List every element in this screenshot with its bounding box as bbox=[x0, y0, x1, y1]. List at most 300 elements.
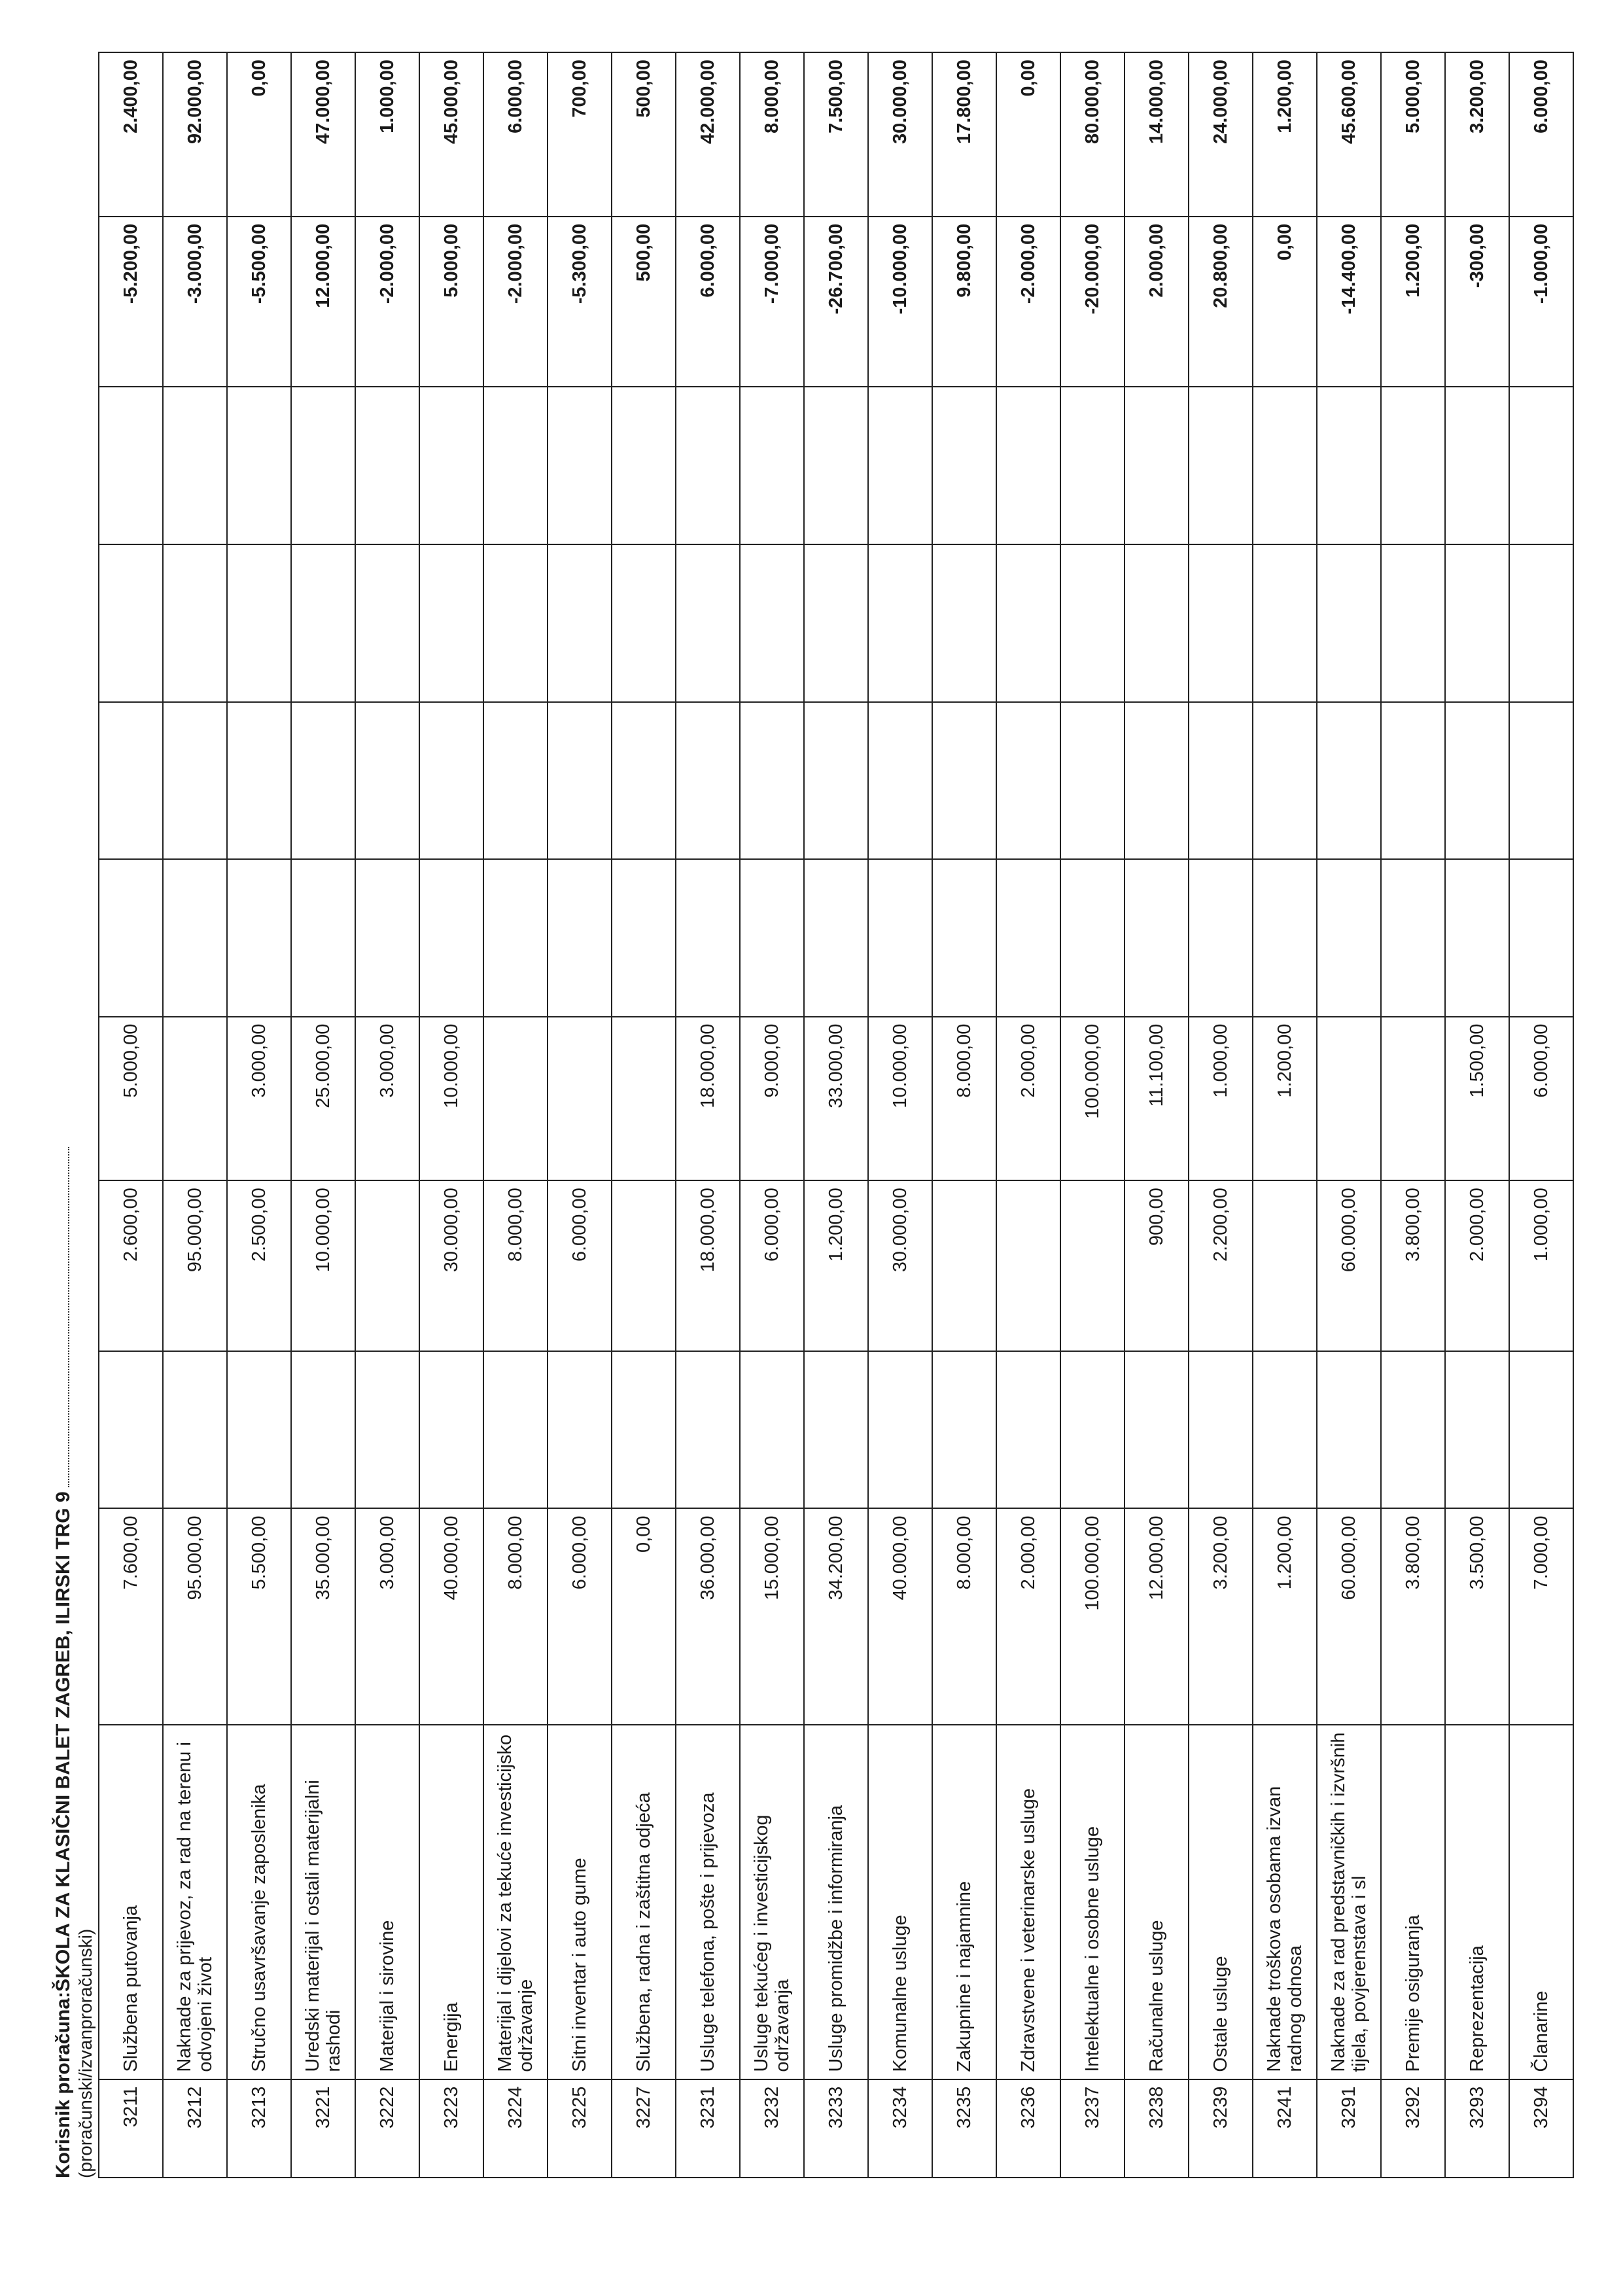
source-column-7-cell bbox=[99, 702, 163, 860]
change-amount-cell: 2.000,00 bbox=[1125, 217, 1189, 387]
source-column-8-cell bbox=[99, 544, 163, 702]
change-amount-cell: -14.400,00 bbox=[1317, 217, 1381, 387]
source-column-9-cell bbox=[419, 387, 483, 544]
table-row bbox=[99, 52, 163, 2178]
source-column-7-cell bbox=[227, 702, 291, 860]
change-amount-cell: -1.000,00 bbox=[1509, 217, 1573, 387]
source-column-5-cell: 10.000,00 bbox=[419, 1017, 483, 1181]
source-column-8-cell bbox=[1253, 544, 1317, 702]
source-column-6-cell bbox=[548, 859, 612, 1017]
table-row bbox=[932, 52, 996, 2178]
source-column-4-cell: 30.000,00 bbox=[419, 1180, 483, 1351]
source-column-5-cell: 25.000,00 bbox=[291, 1017, 355, 1181]
source-column-6-cell bbox=[740, 859, 804, 1017]
account-number-cell: 3241 bbox=[1253, 2079, 1317, 2178]
account-number-cell: 3222 bbox=[355, 2079, 419, 2178]
source-column-3-cell bbox=[1189, 1351, 1253, 1509]
source-column-3-cell bbox=[483, 1351, 548, 1509]
source-column-3-cell bbox=[1317, 1351, 1381, 1509]
source-column-4-cell: 2.000,00 bbox=[1445, 1180, 1509, 1351]
source-column-3-cell bbox=[996, 1351, 1060, 1509]
source-column-9-cell bbox=[1125, 387, 1189, 544]
change-amount-cell: 9.800,00 bbox=[932, 217, 996, 387]
account-number-cell: 3292 bbox=[1381, 2079, 1445, 2178]
source-column-8-cell bbox=[612, 544, 676, 702]
plan-amount-cell: 8.000,00 bbox=[483, 1509, 548, 1725]
source-column-6-cell bbox=[1125, 859, 1189, 1017]
source-column-5-cell: 5.000,00 bbox=[99, 1017, 163, 1181]
source-column-4-cell: 1.200,00 bbox=[804, 1180, 868, 1351]
budget-user-line bbox=[52, 804, 75, 2178]
plan-amount-cell: 95.000,00 bbox=[163, 1509, 227, 1725]
source-column-7-cell bbox=[612, 702, 676, 860]
account-description-cell: Materijal i sirovine bbox=[355, 1725, 419, 2079]
change-amount-cell: -2.000,00 bbox=[996, 217, 1060, 387]
table-row bbox=[1125, 52, 1189, 2178]
source-column-7-cell bbox=[1317, 702, 1381, 860]
account-number-cell: 3234 bbox=[868, 2079, 932, 2178]
source-column-6-cell bbox=[612, 859, 676, 1017]
source-column-3-cell bbox=[419, 1351, 483, 1509]
table-row bbox=[1381, 52, 1445, 2178]
source-column-4-cell: 95.000,00 bbox=[163, 1180, 227, 1351]
source-column-7-cell bbox=[1060, 702, 1125, 860]
source-column-3-cell bbox=[740, 1351, 804, 1509]
plan-amount-cell: 3.500,00 bbox=[1445, 1509, 1509, 1725]
account-description-cell: Sitni inventar i auto gume bbox=[548, 1725, 612, 2079]
account-description-cell: Ostale usluge bbox=[1189, 1725, 1253, 2079]
new-plan-total-cell: 30.000,00 bbox=[868, 52, 932, 217]
account-description-cell: Službena putovanja bbox=[99, 1725, 163, 2079]
table-row bbox=[419, 52, 483, 2178]
new-plan-total-cell: 92.000,00 bbox=[163, 52, 227, 217]
source-column-3-cell bbox=[868, 1351, 932, 1509]
source-column-7-cell bbox=[932, 702, 996, 860]
source-column-5-cell bbox=[548, 1017, 612, 1181]
source-column-7-cell bbox=[1381, 702, 1445, 860]
source-column-4-cell: 2.600,00 bbox=[99, 1180, 163, 1351]
source-column-8-cell bbox=[932, 544, 996, 702]
table-row bbox=[291, 52, 355, 2178]
plan-amount-cell: 5.500,00 bbox=[227, 1509, 291, 1725]
source-column-5-cell: 3.000,00 bbox=[227, 1017, 291, 1181]
table-row bbox=[868, 52, 932, 2178]
plan-amount-cell: 1.200,00 bbox=[1253, 1509, 1317, 1725]
source-column-6-cell bbox=[932, 859, 996, 1017]
source-column-6-cell bbox=[1060, 859, 1125, 1017]
new-plan-total-cell: 14.000,00 bbox=[1125, 52, 1189, 217]
new-plan-total-cell: 42.000,00 bbox=[676, 52, 740, 217]
plan-amount-cell: 40.000,00 bbox=[868, 1509, 932, 1725]
source-column-7-cell bbox=[548, 702, 612, 860]
source-column-8-cell bbox=[163, 544, 227, 702]
source-column-4-cell: 1.000,00 bbox=[1509, 1180, 1573, 1351]
new-plan-total-cell: 6.000,00 bbox=[1509, 52, 1573, 217]
table-row bbox=[227, 52, 291, 2178]
account-number-cell: 3221 bbox=[291, 2079, 355, 2178]
source-column-8-cell bbox=[1381, 544, 1445, 702]
change-amount-cell: 500,00 bbox=[612, 217, 676, 387]
account-number-cell: 3232 bbox=[740, 2079, 804, 2178]
account-description-cell: Zdravstvene i veterinarske usluge bbox=[996, 1725, 1060, 2079]
source-column-6-cell bbox=[1189, 859, 1253, 1017]
source-column-3-cell bbox=[1253, 1351, 1317, 1509]
source-column-4-cell bbox=[932, 1180, 996, 1351]
source-column-8-cell bbox=[419, 544, 483, 702]
account-description-cell: Intelektualne i osobne usluge bbox=[1060, 1725, 1125, 2079]
source-column-7-cell bbox=[676, 702, 740, 860]
account-description-cell: Naknade za rad predstavničkih i izvršnih tijela, povjerenstava i sl bbox=[1317, 1725, 1381, 2079]
source-column-7-cell bbox=[868, 702, 932, 860]
source-column-8-cell bbox=[1445, 544, 1509, 702]
plan-amount-cell: 60.000,00 bbox=[1317, 1509, 1381, 1725]
source-column-3-cell bbox=[1509, 1351, 1573, 1509]
new-plan-total-cell: 0,00 bbox=[227, 52, 291, 217]
table-row bbox=[676, 52, 740, 2178]
source-column-7-cell bbox=[1509, 702, 1573, 860]
source-column-6-cell bbox=[355, 859, 419, 1017]
source-column-4-cell: 60.000,00 bbox=[1317, 1180, 1381, 1351]
source-column-9-cell bbox=[1445, 387, 1509, 544]
plan-amount-cell: 3.800,00 bbox=[1381, 1509, 1445, 1725]
account-description-cell: Naknade za prijevoz, za rad na terenu i odvojeni život bbox=[163, 1725, 227, 2079]
source-column-4-cell: 18.000,00 bbox=[676, 1180, 740, 1351]
source-column-8-cell bbox=[355, 544, 419, 702]
account-description-cell: Materijal i dijelovi za tekuće investicijsko održavanje bbox=[483, 1725, 548, 2079]
plan-amount-cell: 15.000,00 bbox=[740, 1509, 804, 1725]
source-column-9-cell bbox=[612, 387, 676, 544]
account-number-cell: 3239 bbox=[1189, 2079, 1253, 2178]
source-column-6-cell bbox=[1317, 859, 1381, 1017]
account-description-cell: Premije osiguranja bbox=[1381, 1725, 1445, 2079]
source-column-9-cell bbox=[740, 387, 804, 544]
change-amount-cell: 20.800,00 bbox=[1189, 217, 1253, 387]
source-column-6-cell bbox=[99, 859, 163, 1017]
account-number-cell: 3211 bbox=[99, 2079, 163, 2178]
change-amount-cell: -5.500,00 bbox=[227, 217, 291, 387]
account-description-cell: Računalne usluge bbox=[1125, 1725, 1189, 2079]
new-plan-total-cell: 3.200,00 bbox=[1445, 52, 1509, 217]
source-column-8-cell bbox=[291, 544, 355, 702]
change-amount-cell: 5.000,00 bbox=[419, 217, 483, 387]
new-plan-total-cell: 7.500,00 bbox=[804, 52, 868, 217]
source-column-5-cell bbox=[1317, 1017, 1381, 1181]
source-column-6-cell bbox=[996, 859, 1060, 1017]
source-column-3-cell bbox=[227, 1351, 291, 1509]
source-column-4-cell: 30.000,00 bbox=[868, 1180, 932, 1351]
source-column-5-cell: 1.500,00 bbox=[1445, 1017, 1509, 1181]
account-description-cell: Zakupnine i najamnine bbox=[932, 1725, 996, 2079]
source-column-8-cell bbox=[1060, 544, 1125, 702]
new-plan-total-cell: 6.000,00 bbox=[483, 52, 548, 217]
account-number-cell: 3236 bbox=[996, 2079, 1060, 2178]
account-description-cell: Naknade troškova osobama izvan radnog odnosa bbox=[1253, 1725, 1317, 2079]
new-plan-total-cell: 47.000,00 bbox=[291, 52, 355, 217]
source-column-4-cell bbox=[1253, 1180, 1317, 1351]
table-row bbox=[612, 52, 676, 2178]
source-column-6-cell bbox=[868, 859, 932, 1017]
source-column-9-cell bbox=[163, 387, 227, 544]
plan-amount-cell: 6.000,00 bbox=[548, 1509, 612, 1725]
source-column-8-cell bbox=[676, 544, 740, 702]
table-row bbox=[1445, 52, 1509, 2178]
source-column-4-cell: 900,00 bbox=[1125, 1180, 1189, 1351]
change-amount-cell: -20.000,00 bbox=[1060, 217, 1125, 387]
new-plan-total-cell: 45.000,00 bbox=[419, 52, 483, 217]
account-description-cell: Usluge tekućeg i investicijskog održavanja bbox=[740, 1725, 804, 2079]
new-plan-total-cell: 500,00 bbox=[612, 52, 676, 217]
source-column-7-cell bbox=[996, 702, 1060, 860]
plan-amount-cell: 8.000,00 bbox=[932, 1509, 996, 1725]
source-column-4-cell bbox=[1060, 1180, 1125, 1351]
account-number-cell: 3238 bbox=[1125, 2079, 1189, 2178]
source-column-4-cell: 3.800,00 bbox=[1381, 1180, 1445, 1351]
source-column-5-cell: 9.000,00 bbox=[740, 1017, 804, 1181]
source-column-4-cell: 6.000,00 bbox=[548, 1180, 612, 1351]
source-column-4-cell: 10.000,00 bbox=[291, 1180, 355, 1351]
source-column-5-cell: 8.000,00 bbox=[932, 1017, 996, 1181]
account-number-cell: 3224 bbox=[483, 2079, 548, 2178]
source-column-3-cell bbox=[804, 1351, 868, 1509]
plan-amount-cell: 3.200,00 bbox=[1189, 1509, 1253, 1725]
table-row bbox=[740, 52, 804, 2178]
table-row bbox=[483, 52, 548, 2178]
source-column-7-cell bbox=[291, 702, 355, 860]
plan-amount-cell: 2.000,00 bbox=[996, 1509, 1060, 1725]
budget-user-label: Korisnik proračuna:ŠKOLA ZA KLASIČNI BALET ZAGREB, ILIRSKI TRG 9 bbox=[52, 1491, 74, 2178]
plan-amount-cell: 100.000,00 bbox=[1060, 1509, 1125, 1725]
source-column-5-cell: 33.000,00 bbox=[804, 1017, 868, 1181]
source-column-4-cell: 8.000,00 bbox=[483, 1180, 548, 1351]
source-column-5-cell: 100.000,00 bbox=[1060, 1017, 1125, 1181]
source-column-9-cell bbox=[676, 387, 740, 544]
change-amount-cell: -10.000,00 bbox=[868, 217, 932, 387]
budget-user-subtitle: (proračunski/izvanproračunski) bbox=[75, 1928, 96, 2178]
plan-amount-cell: 0,00 bbox=[612, 1509, 676, 1725]
source-column-8-cell bbox=[227, 544, 291, 702]
account-description-cell: Reprezentacija bbox=[1445, 1725, 1509, 2079]
source-column-9-cell bbox=[868, 387, 932, 544]
account-description-cell: Energija bbox=[419, 1725, 483, 2079]
new-plan-total-cell: 1.200,00 bbox=[1253, 52, 1317, 217]
source-column-3-cell bbox=[99, 1351, 163, 1509]
table-row bbox=[1060, 52, 1125, 2178]
source-column-8-cell bbox=[1317, 544, 1381, 702]
change-amount-cell: -2.000,00 bbox=[355, 217, 419, 387]
source-column-6-cell bbox=[1253, 859, 1317, 1017]
source-column-9-cell bbox=[1253, 387, 1317, 544]
source-column-4-cell: 2.200,00 bbox=[1189, 1180, 1253, 1351]
table-row bbox=[1509, 52, 1573, 2178]
plan-amount-cell: 36.000,00 bbox=[676, 1509, 740, 1725]
source-column-9-cell bbox=[548, 387, 612, 544]
account-description-cell: Stručno usavršavanje zaposlenika bbox=[227, 1725, 291, 2079]
account-number-cell: 3223 bbox=[419, 2079, 483, 2178]
source-column-9-cell bbox=[227, 387, 291, 544]
account-number-cell: 3291 bbox=[1317, 2079, 1381, 2178]
source-column-5-cell bbox=[1381, 1017, 1445, 1181]
document-header bbox=[52, 804, 97, 2178]
source-column-8-cell bbox=[868, 544, 932, 702]
new-plan-total-cell: 80.000,00 bbox=[1060, 52, 1125, 217]
source-column-9-cell bbox=[996, 387, 1060, 544]
source-column-9-cell bbox=[1317, 387, 1381, 544]
account-description-cell: Komunalne usluge bbox=[868, 1725, 932, 2079]
source-column-4-cell bbox=[996, 1180, 1060, 1351]
account-number-cell: 3237 bbox=[1060, 2079, 1125, 2178]
table-row bbox=[804, 52, 868, 2178]
table-row bbox=[355, 52, 419, 2178]
account-description-cell: Članarine bbox=[1509, 1725, 1573, 2079]
source-column-8-cell bbox=[996, 544, 1060, 702]
source-column-4-cell: 2.500,00 bbox=[227, 1180, 291, 1351]
account-number-cell: 3213 bbox=[227, 2079, 291, 2178]
account-number-cell: 3231 bbox=[676, 2079, 740, 2178]
source-column-6-cell bbox=[419, 859, 483, 1017]
plan-amount-cell: 12.000,00 bbox=[1125, 1509, 1189, 1725]
source-column-5-cell: 2.000,00 bbox=[996, 1017, 1060, 1181]
source-column-8-cell bbox=[740, 544, 804, 702]
source-column-7-cell bbox=[163, 702, 227, 860]
source-column-3-cell bbox=[1125, 1351, 1189, 1509]
dotted-fill-line bbox=[54, 1147, 69, 1487]
source-column-8-cell bbox=[804, 544, 868, 702]
account-number-cell: 3294 bbox=[1509, 2079, 1573, 2178]
change-amount-cell: -300,00 bbox=[1445, 217, 1509, 387]
source-column-9-cell bbox=[804, 387, 868, 544]
change-amount-cell: -5.200,00 bbox=[99, 217, 163, 387]
source-column-5-cell: 1.200,00 bbox=[1253, 1017, 1317, 1181]
table-row bbox=[1253, 52, 1317, 2178]
source-column-6-cell bbox=[1509, 859, 1573, 1017]
source-column-5-cell: 11.100,00 bbox=[1125, 1017, 1189, 1181]
change-amount-cell: -3.000,00 bbox=[163, 217, 227, 387]
source-column-3-cell bbox=[932, 1351, 996, 1509]
table-row bbox=[996, 52, 1060, 2178]
source-column-7-cell bbox=[1253, 702, 1317, 860]
source-column-8-cell bbox=[1189, 544, 1253, 702]
table-row bbox=[1317, 52, 1381, 2178]
source-column-7-cell bbox=[804, 702, 868, 860]
account-description-cell: Službena, radna i zaštitna odjeća bbox=[612, 1725, 676, 2079]
change-amount-cell: 1.200,00 bbox=[1381, 217, 1445, 387]
source-column-6-cell bbox=[1445, 859, 1509, 1017]
source-column-5-cell bbox=[612, 1017, 676, 1181]
source-column-6-cell bbox=[1381, 859, 1445, 1017]
source-column-4-cell bbox=[355, 1180, 419, 1351]
change-amount-cell: -7.000,00 bbox=[740, 217, 804, 387]
source-column-3-cell bbox=[548, 1351, 612, 1509]
table-row bbox=[548, 52, 612, 2178]
source-column-6-cell bbox=[483, 859, 548, 1017]
source-column-5-cell: 18.000,00 bbox=[676, 1017, 740, 1181]
source-column-8-cell bbox=[1125, 544, 1189, 702]
new-plan-total-cell: 17.800,00 bbox=[932, 52, 996, 217]
new-plan-total-cell: 24.000,00 bbox=[1189, 52, 1253, 217]
source-column-9-cell bbox=[1060, 387, 1125, 544]
plan-amount-cell: 7.600,00 bbox=[99, 1509, 163, 1725]
source-column-3-cell bbox=[1381, 1351, 1445, 1509]
new-plan-total-cell: 0,00 bbox=[996, 52, 1060, 217]
source-column-7-cell bbox=[1125, 702, 1189, 860]
source-column-6-cell bbox=[804, 859, 868, 1017]
source-column-6-cell bbox=[163, 859, 227, 1017]
table-row bbox=[1189, 52, 1253, 2178]
budget-table bbox=[98, 52, 1574, 2178]
source-column-9-cell bbox=[1189, 387, 1253, 544]
plan-amount-cell: 34.200,00 bbox=[804, 1509, 868, 1725]
new-plan-total-cell: 2.400,00 bbox=[99, 52, 163, 217]
change-amount-cell: 6.000,00 bbox=[676, 217, 740, 387]
new-plan-total-cell: 8.000,00 bbox=[740, 52, 804, 217]
account-description-cell: Uredski materijal i ostali materijalni rashodi bbox=[291, 1725, 355, 2079]
new-plan-total-cell: 45.600,00 bbox=[1317, 52, 1381, 217]
source-column-5-cell bbox=[483, 1017, 548, 1181]
plan-amount-cell: 35.000,00 bbox=[291, 1509, 355, 1725]
source-column-5-cell: 1.000,00 bbox=[1189, 1017, 1253, 1181]
account-description-cell: Usluge promidžbe i informiranja bbox=[804, 1725, 868, 2079]
account-number-cell: 3235 bbox=[932, 2079, 996, 2178]
source-column-3-cell bbox=[291, 1351, 355, 1509]
account-number-cell: 3233 bbox=[804, 2079, 868, 2178]
source-column-9-cell bbox=[483, 387, 548, 544]
source-column-8-cell bbox=[483, 544, 548, 702]
plan-amount-cell: 40.000,00 bbox=[419, 1509, 483, 1725]
account-number-cell: 3293 bbox=[1445, 2079, 1509, 2178]
source-column-9-cell bbox=[1509, 387, 1573, 544]
change-amount-cell: 12.000,00 bbox=[291, 217, 355, 387]
source-column-9-cell bbox=[355, 387, 419, 544]
source-column-9-cell bbox=[99, 387, 163, 544]
source-column-4-cell: 6.000,00 bbox=[740, 1180, 804, 1351]
source-column-5-cell: 10.000,00 bbox=[868, 1017, 932, 1181]
source-column-9-cell bbox=[1381, 387, 1445, 544]
change-amount-cell: 0,00 bbox=[1253, 217, 1317, 387]
source-column-3-cell bbox=[1445, 1351, 1509, 1509]
source-column-8-cell bbox=[1509, 544, 1573, 702]
plan-amount-cell: 7.000,00 bbox=[1509, 1509, 1573, 1725]
source-column-3-cell bbox=[355, 1351, 419, 1509]
source-column-3-cell bbox=[612, 1351, 676, 1509]
source-column-6-cell bbox=[676, 859, 740, 1017]
change-amount-cell: -26.700,00 bbox=[804, 217, 868, 387]
change-amount-cell: -2.000,00 bbox=[483, 217, 548, 387]
source-column-7-cell bbox=[1445, 702, 1509, 860]
source-column-3-cell bbox=[163, 1351, 227, 1509]
account-number-cell: 3212 bbox=[163, 2079, 227, 2178]
source-column-7-cell bbox=[740, 702, 804, 860]
source-column-7-cell bbox=[355, 702, 419, 860]
table-row bbox=[163, 52, 227, 2178]
source-column-5-cell bbox=[163, 1017, 227, 1181]
account-description-cell: Usluge telefona, pošte i prijevoza bbox=[676, 1725, 740, 2079]
budget-table-body bbox=[99, 52, 1573, 2178]
source-column-4-cell bbox=[612, 1180, 676, 1351]
source-column-5-cell: 3.000,00 bbox=[355, 1017, 419, 1181]
source-column-3-cell bbox=[676, 1351, 740, 1509]
source-column-9-cell bbox=[932, 387, 996, 544]
change-amount-cell: -5.300,00 bbox=[548, 217, 612, 387]
account-number-cell: 3227 bbox=[612, 2079, 676, 2178]
new-plan-total-cell: 1.000,00 bbox=[355, 52, 419, 217]
plan-amount-cell: 3.000,00 bbox=[355, 1509, 419, 1725]
new-plan-total-cell: 700,00 bbox=[548, 52, 612, 217]
source-column-7-cell bbox=[1189, 702, 1253, 860]
source-column-9-cell bbox=[291, 387, 355, 544]
source-column-7-cell bbox=[419, 702, 483, 860]
source-column-6-cell bbox=[227, 859, 291, 1017]
source-column-3-cell bbox=[1060, 1351, 1125, 1509]
